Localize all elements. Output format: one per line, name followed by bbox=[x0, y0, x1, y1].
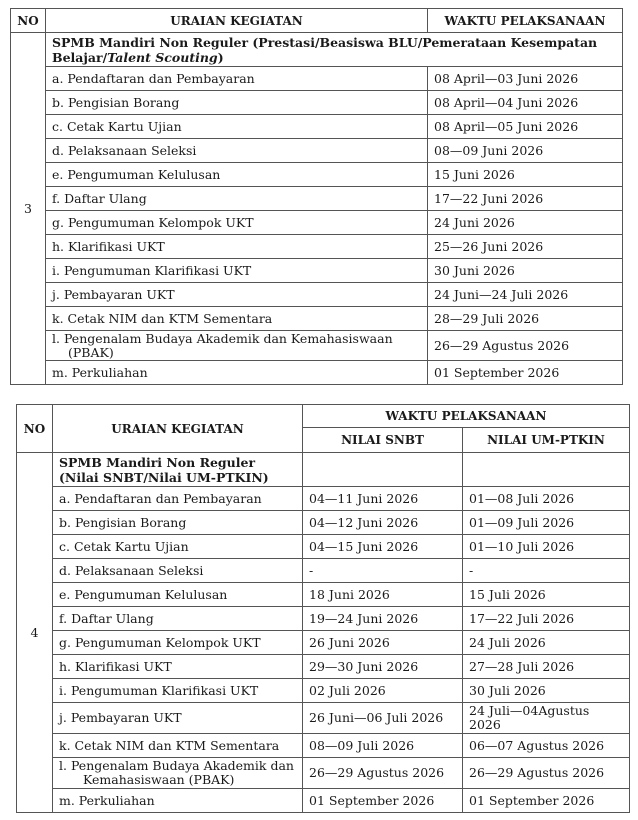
table-row bbox=[11, 211, 623, 235]
table-row bbox=[11, 235, 623, 259]
umptkin-cell: 27—28 Juli 2026 bbox=[463, 655, 630, 679]
activity-cell: k. Cetak NIM dan KTM Sementara bbox=[46, 307, 428, 331]
time-cell: 28—29 Juli 2026 bbox=[428, 307, 623, 331]
section-row bbox=[11, 33, 623, 67]
table-row bbox=[17, 679, 630, 703]
activity-cell: l. Pengenalam Budaya Akademik dan Kemahasiswaan (PBAK) bbox=[53, 758, 303, 789]
umptkin-cell: 24 Juli—04Agustus 2026 bbox=[463, 703, 630, 734]
table-row bbox=[11, 307, 623, 331]
table-row bbox=[11, 361, 623, 385]
table-row bbox=[11, 259, 623, 283]
activity-cell: a. Pendaftaran dan Pembayaran bbox=[53, 487, 303, 511]
activity-cell: g. Pengumuman Kelompok UKT bbox=[46, 211, 428, 235]
schedule-table-4 bbox=[16, 404, 630, 813]
activity-cell: l. Pengenalam Budaya Akademik dan Kemahasiswaan (PBAK) bbox=[46, 331, 428, 361]
row-number: 4 bbox=[17, 453, 53, 813]
snbt-cell: - bbox=[303, 559, 463, 583]
table-row bbox=[11, 283, 623, 307]
table-row bbox=[17, 511, 630, 535]
table-row bbox=[17, 758, 630, 789]
section-snbt-empty bbox=[303, 453, 463, 487]
table-header-row bbox=[17, 405, 630, 428]
table-row bbox=[17, 607, 630, 631]
table-row bbox=[17, 559, 630, 583]
activity-cell: c. Cetak Kartu Ujian bbox=[46, 115, 428, 139]
activity-cell: d. Pelaksanaan Seleksi bbox=[46, 139, 428, 163]
schedule-table-3 bbox=[10, 8, 623, 385]
section-title-end: ) bbox=[217, 49, 224, 65]
table-row bbox=[17, 703, 630, 734]
time-cell: 17—22 Juni 2026 bbox=[428, 187, 623, 211]
activity-cell: m. Perkuliahan bbox=[53, 789, 303, 813]
umptkin-cell: 26—29 Agustus 2026 bbox=[463, 758, 630, 789]
table-row bbox=[17, 655, 630, 679]
section-title-italic: Talent Scouting bbox=[107, 49, 218, 65]
activity-cell: a. Pendaftaran dan Pembayaran bbox=[46, 67, 428, 91]
section-title: SPMB Mandiri Non Reguler (Nilai SNBT/Nilai UM-PTKIN) bbox=[53, 453, 303, 487]
activity-cell: f. Daftar Ulang bbox=[53, 607, 303, 631]
header-snbt: NILAI SNBT bbox=[303, 428, 463, 453]
time-cell: 26—29 Agustus 2026 bbox=[428, 331, 623, 361]
row-number: 3 bbox=[11, 33, 46, 385]
activity-cell: h. Klarifikasi UKT bbox=[53, 655, 303, 679]
snbt-cell: 04—11 Juni 2026 bbox=[303, 487, 463, 511]
snbt-cell: 02 Juli 2026 bbox=[303, 679, 463, 703]
snbt-cell: 26 Juni—06 Juli 2026 bbox=[303, 703, 463, 734]
time-cell: 08—09 Juni 2026 bbox=[428, 139, 623, 163]
table-row bbox=[11, 91, 623, 115]
activity-cell: b. Pengisian Borang bbox=[53, 511, 303, 535]
table-row bbox=[11, 331, 623, 361]
umptkin-cell: 15 Juli 2026 bbox=[463, 583, 630, 607]
snbt-cell: 26 Juni 2026 bbox=[303, 631, 463, 655]
time-cell: 01 September 2026 bbox=[428, 361, 623, 385]
activity-cell: f. Daftar Ulang bbox=[46, 187, 428, 211]
header-no: NO bbox=[11, 9, 46, 33]
time-cell: 24 Juni—24 Juli 2026 bbox=[428, 283, 623, 307]
umptkin-cell: 01—08 Juli 2026 bbox=[463, 487, 630, 511]
table-row bbox=[11, 139, 623, 163]
umptkin-cell: 01 September 2026 bbox=[463, 789, 630, 813]
activity-cell: d. Pelaksanaan Seleksi bbox=[53, 559, 303, 583]
umptkin-cell: 17—22 Juli 2026 bbox=[463, 607, 630, 631]
table-row bbox=[17, 734, 630, 758]
activity-cell: c. Cetak Kartu Ujian bbox=[53, 535, 303, 559]
header-activity: URAIAN KEGIATAN bbox=[46, 9, 428, 33]
activity-cell: h. Klarifikasi UKT bbox=[46, 235, 428, 259]
header-umptkin: NILAI UM-PTKIN bbox=[463, 428, 630, 453]
time-cell: 08 April—03 Juni 2026 bbox=[428, 67, 623, 91]
section-title bbox=[46, 33, 623, 67]
table-row bbox=[17, 535, 630, 559]
section-title-text: SPMB Mandiri Non Reguler (Prestasi/Beasiswa BLU/Pemerataan Kesempatan Belajar/ bbox=[52, 34, 598, 65]
activity-cell: i. Pengumuman Klarifikasi UKT bbox=[46, 259, 428, 283]
umptkin-cell: 06—07 Agustus 2026 bbox=[463, 734, 630, 758]
umptkin-cell: 01—10 Juli 2026 bbox=[463, 535, 630, 559]
table-header-row bbox=[11, 9, 623, 33]
time-cell: 08 April—04 Juni 2026 bbox=[428, 91, 623, 115]
header-time: WAKTU PELAKSANAAN bbox=[303, 405, 630, 428]
snbt-cell: 26—29 Agustus 2026 bbox=[303, 758, 463, 789]
activity-cell: k. Cetak NIM dan KTM Sementara bbox=[53, 734, 303, 758]
activity-cell: j. Pembayaran UKT bbox=[46, 283, 428, 307]
time-cell: 25—26 Juni 2026 bbox=[428, 235, 623, 259]
snbt-cell: 08—09 Juli 2026 bbox=[303, 734, 463, 758]
table-row bbox=[11, 67, 623, 91]
header-activity: URAIAN KEGIATAN bbox=[53, 405, 303, 453]
umptkin-cell: 30 Juli 2026 bbox=[463, 679, 630, 703]
time-cell: 08 April—05 Juni 2026 bbox=[428, 115, 623, 139]
umptkin-cell: - bbox=[463, 559, 630, 583]
activity-cell: g. Pengumuman Kelompok UKT bbox=[53, 631, 303, 655]
table-row bbox=[11, 187, 623, 211]
table-row bbox=[17, 583, 630, 607]
section-umptkin-empty bbox=[463, 453, 630, 487]
time-cell: 30 Juni 2026 bbox=[428, 259, 623, 283]
activity-cell: m. Perkuliahan bbox=[46, 361, 428, 385]
activity-cell: e. Pengumuman Kelulusan bbox=[53, 583, 303, 607]
time-cell: 24 Juni 2026 bbox=[428, 211, 623, 235]
activity-cell: e. Pengumuman Kelulusan bbox=[46, 163, 428, 187]
snbt-cell: 19—24 Juni 2026 bbox=[303, 607, 463, 631]
activity-cell: j. Pembayaran UKT bbox=[53, 703, 303, 734]
table-row bbox=[11, 115, 623, 139]
header-no: NO bbox=[17, 405, 53, 453]
activity-cell: b. Pengisian Borang bbox=[46, 91, 428, 115]
snbt-cell: 01 September 2026 bbox=[303, 789, 463, 813]
snbt-cell: 04—15 Juni 2026 bbox=[303, 535, 463, 559]
section-row bbox=[17, 453, 630, 487]
table-row bbox=[11, 163, 623, 187]
time-cell: 15 Juni 2026 bbox=[428, 163, 623, 187]
umptkin-cell: 24 Juli 2026 bbox=[463, 631, 630, 655]
snbt-cell: 29—30 Juni 2026 bbox=[303, 655, 463, 679]
activity-cell: i. Pengumuman Klarifikasi UKT bbox=[53, 679, 303, 703]
umptkin-cell: 01—09 Juli 2026 bbox=[463, 511, 630, 535]
snbt-cell: 04—12 Juni 2026 bbox=[303, 511, 463, 535]
table-row bbox=[17, 487, 630, 511]
table-row bbox=[17, 631, 630, 655]
table-row bbox=[17, 789, 630, 813]
header-time: WAKTU PELAKSANAAN bbox=[428, 9, 623, 33]
snbt-cell: 18 Juni 2026 bbox=[303, 583, 463, 607]
